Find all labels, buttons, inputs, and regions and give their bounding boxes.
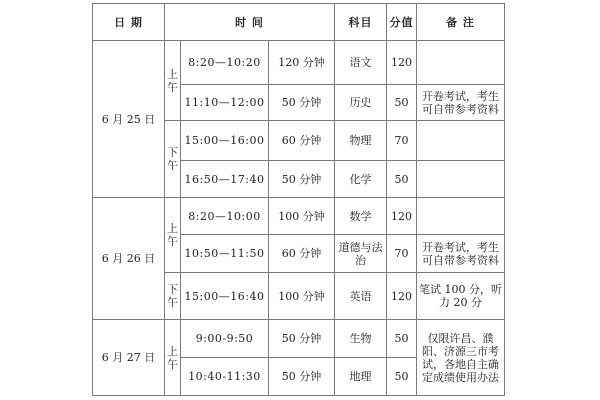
pm-label xyxy=(165,121,181,198)
pm-label xyxy=(165,273,181,320)
remark-cell xyxy=(417,121,505,161)
time-cell: 10:50—11:50 xyxy=(181,235,269,273)
duration-cell: 60 分钟 xyxy=(269,235,335,273)
am-text: 上午 xyxy=(167,222,178,248)
remark-cell: 开卷考试，考生可自带参考资料 xyxy=(417,85,505,121)
score-cell: 70 xyxy=(387,121,417,161)
subject-cell: 生物 xyxy=(335,320,387,358)
am-text: 上午 xyxy=(167,344,178,371)
header-time: 时 间 xyxy=(165,4,335,41)
header-subject: 科目 xyxy=(335,4,387,41)
pm-text: 下午 xyxy=(167,283,178,309)
subject-cell: 化学 xyxy=(335,161,387,198)
score-cell: 50 xyxy=(387,161,417,198)
score-cell: 50 xyxy=(387,85,417,121)
exam-schedule-table xyxy=(92,3,505,396)
header-date: 日 期 xyxy=(93,4,165,41)
subject-cell: 道德与法治 xyxy=(335,235,387,273)
subject-cell: 语文 xyxy=(335,41,387,85)
table-row xyxy=(93,198,505,235)
score-cell: 120 xyxy=(387,273,417,320)
time-cell: 9:00-9:50 xyxy=(181,320,269,358)
remark-cell xyxy=(417,198,505,235)
date-cell: 6 月 26 日 xyxy=(93,198,165,320)
remark-cell: 开卷考试，考生可自带参考资料 xyxy=(417,235,505,273)
score-cell: 50 xyxy=(387,358,417,396)
am-text: 上午 xyxy=(167,67,178,94)
table-row xyxy=(93,320,505,358)
time-cell: 15:00—16:40 xyxy=(181,273,269,320)
duration-cell: 50 分钟 xyxy=(269,358,335,396)
subject-cell: 物理 xyxy=(335,121,387,161)
duration-cell: 100 分钟 xyxy=(269,198,335,235)
subject-cell: 数学 xyxy=(335,198,387,235)
table-row xyxy=(93,41,505,85)
duration-cell: 50 分钟 xyxy=(269,85,335,121)
duration-cell: 100 分钟 xyxy=(269,273,335,320)
score-cell: 50 xyxy=(387,320,417,358)
subject-cell: 历史 xyxy=(335,85,387,121)
subject-cell: 地理 xyxy=(335,358,387,396)
remark-cell xyxy=(417,161,505,198)
header-row xyxy=(93,4,505,41)
header-remark: 备 注 xyxy=(417,4,505,41)
time-cell: 11:10—12:00 xyxy=(181,85,269,121)
score-cell: 70 xyxy=(387,235,417,273)
time-cell: 10:40-11:30 xyxy=(181,358,269,396)
duration-cell: 50 分钟 xyxy=(269,161,335,198)
am-label xyxy=(165,41,181,121)
time-cell: 8:20—10:20 xyxy=(181,41,269,85)
duration-cell: 50 分钟 xyxy=(269,320,335,358)
time-cell: 8:20—10:00 xyxy=(181,198,269,235)
date-cell: 6 月 27 日 xyxy=(93,320,165,396)
score-cell: 120 xyxy=(387,41,417,85)
duration-cell: 60 分钟 xyxy=(269,121,335,161)
remark-cell: 笔试 100 分，听力 20 分 xyxy=(417,273,505,320)
pm-text: 下午 xyxy=(167,146,178,172)
remark-cell: 仅限许昌、濮阳、济源三市考试，各地自主确定成绩使用办法 xyxy=(417,320,505,396)
duration-cell: 120 分钟 xyxy=(269,41,335,85)
remark-cell xyxy=(417,41,505,85)
am-label xyxy=(165,320,181,396)
score-cell: 120 xyxy=(387,198,417,235)
date-cell: 6 月 25 日 xyxy=(93,41,165,198)
am-label xyxy=(165,198,181,273)
time-cell: 16:50—17:40 xyxy=(181,161,269,198)
time-cell: 15:00—16:00 xyxy=(181,121,269,161)
subject-cell: 英语 xyxy=(335,273,387,320)
header-score: 分值 xyxy=(387,4,417,41)
